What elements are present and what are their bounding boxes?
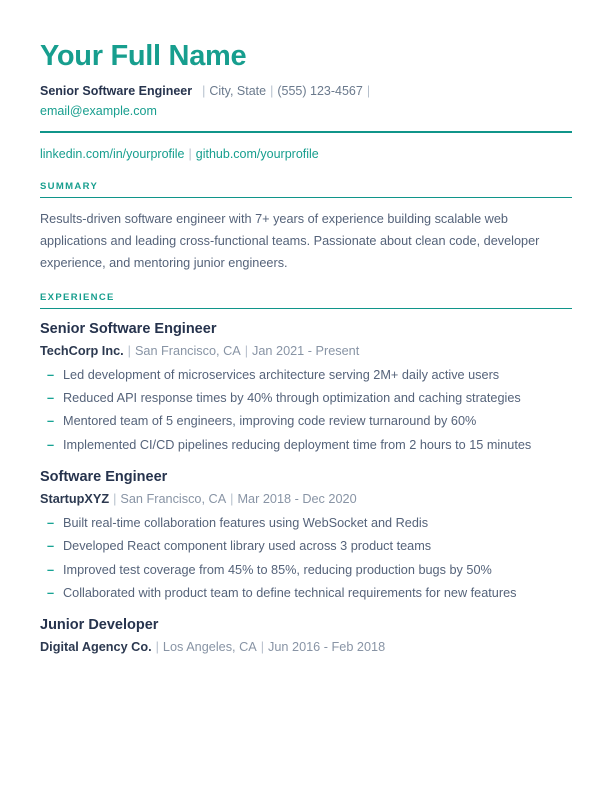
phone-text: (555) 123-4567 [277, 84, 363, 99]
separator-icon: | [230, 491, 234, 506]
entry-job-title: Software Engineer [40, 468, 168, 485]
entry-dates: Jun 2016 - Feb 2018 [268, 640, 386, 654]
entry-company: StartupXYZ [40, 491, 110, 506]
summary-section-title: SUMMARY [40, 181, 99, 193]
bullet-text: Developed React component library used across 3 product teams [63, 539, 432, 554]
location-text: City, State [209, 84, 267, 99]
github-link[interactable]: github.com/yourprofile [195, 147, 319, 162]
entry-dates: Jan 2021 - Present [252, 343, 360, 358]
bullet-text: Mentored team of 5 engineers, improving code review turnaround by 60% [63, 414, 477, 429]
entry-company: Digital Agency Co. [40, 640, 152, 654]
experience-entry [40, 468, 572, 604]
entry-job-title: Junior Developer [40, 617, 159, 634]
dash-bullet-icon: – [47, 414, 55, 429]
profile-links-line [40, 145, 572, 164]
separator-icon: | [244, 343, 249, 358]
email-line [40, 102, 572, 121]
entry-meta [40, 490, 572, 509]
bullet-text: Built real-time collaboration features using WebSocket and Redis [63, 515, 429, 530]
bullet-item [40, 560, 572, 581]
summary-text: Results-driven software engineer with 7+ years of experience building scalable web applications and leading cross-functional teams. Passionate about clean code, developer experience, and mentoring junior engineers. [40, 212, 540, 270]
section-divider [40, 308, 572, 309]
dash-bullet-icon: – [47, 539, 55, 554]
dash-bullet-icon: – [47, 437, 55, 452]
dash-bullet-icon: – [47, 390, 55, 405]
bullet-item [40, 365, 572, 386]
bullet-item [40, 513, 572, 534]
separator-icon: | [127, 343, 131, 358]
experience-entry [40, 320, 572, 456]
entry-bullet-list [40, 513, 572, 604]
separator-icon: | [270, 84, 274, 99]
experience-section-title: EXPERIENCE [40, 291, 115, 303]
bullet-text: Led development of microservices architecture serving 2M+ daily active users [63, 367, 500, 382]
bullet-item [40, 583, 572, 604]
separator-icon: | [113, 491, 117, 506]
contact-line [40, 82, 572, 101]
separator-icon: | [260, 640, 265, 654]
entry-location: Los Angeles, CA [162, 640, 257, 654]
bullet-item [40, 435, 572, 456]
bullet-text: Collaborated with product team to define technical requirements for new features [63, 585, 517, 600]
bullet-item [40, 411, 572, 432]
separator-icon: | [188, 147, 192, 162]
experience-section [40, 292, 572, 657]
experience-entry [40, 616, 572, 657]
section-divider [40, 197, 572, 198]
bullet-text: Reduced API response times by 40% through optimization and caching strategies [63, 390, 521, 405]
summary-section [40, 181, 572, 275]
dash-bullet-icon: – [47, 562, 55, 577]
entry-job-title: Senior Software Engineer [40, 320, 217, 337]
entry-meta [40, 342, 572, 361]
separator-icon: | [202, 84, 206, 99]
dash-bullet-icon: – [47, 585, 55, 600]
dash-bullet-icon: – [47, 367, 55, 382]
bullet-text: Improved test coverage from 45% to 85%, reducing production bugs by 50% [63, 562, 492, 577]
separator-icon: | [155, 640, 159, 654]
entry-meta [40, 638, 572, 657]
bullet-text: Implemented CI/CD pipelines reducing deployment time from 2 hours to 15 minutes [63, 437, 532, 452]
entry-dates: Mar 2018 - Dec 2020 [237, 491, 357, 506]
bullet-item [40, 536, 572, 557]
entry-location: San Francisco, CA [120, 491, 227, 506]
dash-bullet-icon: – [47, 515, 55, 530]
experience-entry-list [40, 320, 572, 657]
email-link[interactable]: email@example.com [40, 103, 157, 118]
entry-bullet-list [40, 365, 572, 456]
entry-location: San Francisco, CA [134, 343, 241, 358]
header-divider [40, 131, 572, 133]
full-name: Your Full Name [40, 40, 247, 72]
professional-title: Senior Software Engineer [40, 84, 193, 99]
separator-icon: | [366, 84, 371, 99]
resume-header [40, 40, 572, 164]
bullet-item [40, 388, 572, 409]
entry-company: TechCorp Inc. [40, 343, 124, 358]
linkedin-link[interactable]: linkedin.com/in/yourprofile [40, 147, 185, 162]
